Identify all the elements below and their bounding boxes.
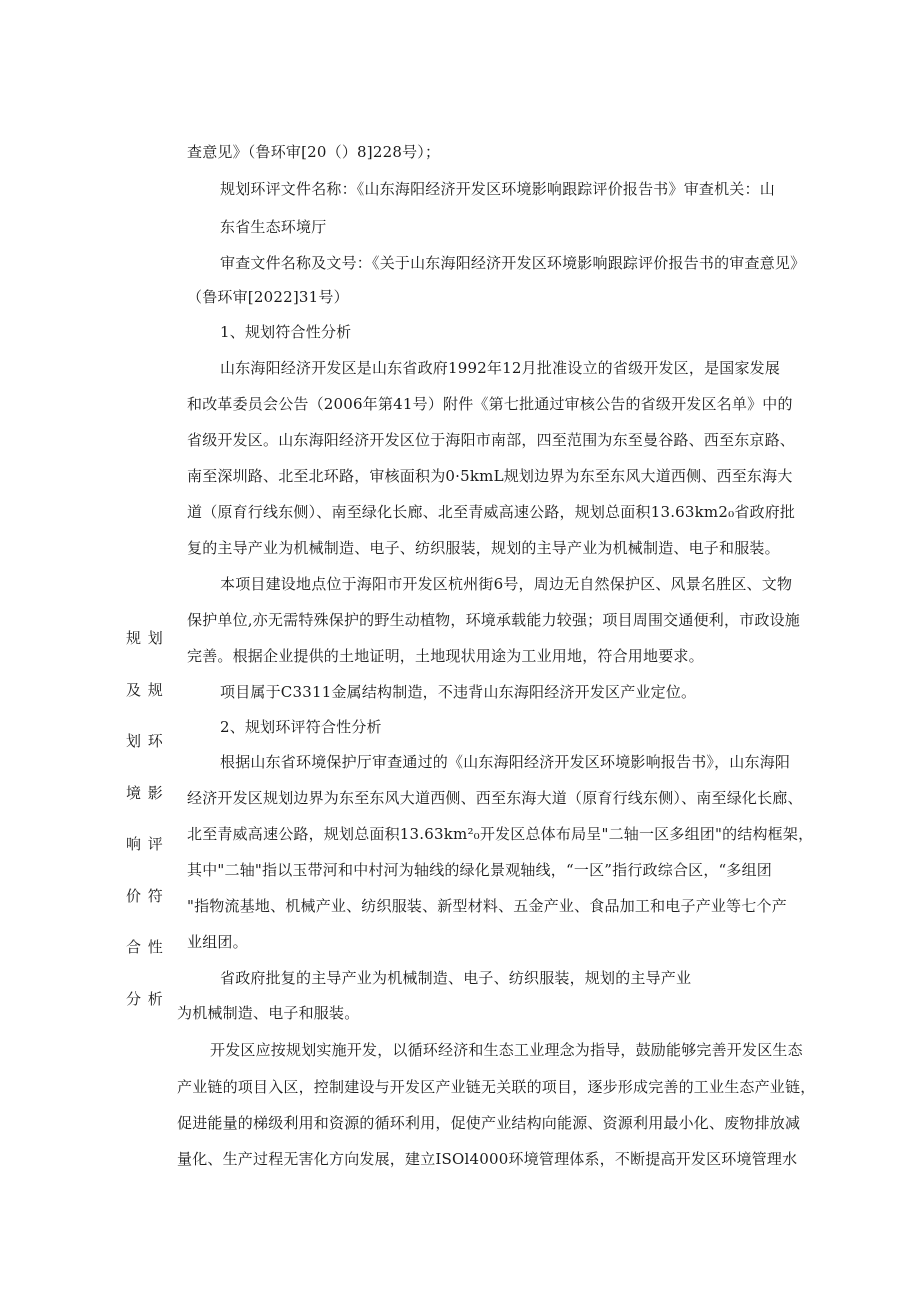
text-line: （鲁环审[2022]31号） [187, 288, 349, 306]
text-line: 根据山东省环境保护厅审查通过的《山东海阳经济开发区环境影响报告书》，山东海阳 [220, 753, 791, 771]
side-label-line: 境 影 [126, 783, 164, 802]
text-line: 为机械制造、电子和服装。 [177, 1004, 360, 1022]
text-line: 道（原育行线东侧）、南至绿化长廊、北至青威高速公路，规划总面积13.63km2₀省政府批 [187, 503, 796, 521]
text-line: 量化、生产过程无害化方向发展，建立ISOl4000环境管理体系，不断提高开发区环境管理水 [177, 1150, 798, 1168]
text-line: 业组团。 [187, 933, 248, 951]
text-line: 开发区应按规划实施开发，以循环经济和生态工业理念为指导，鼓励能够完善开发区生态 [210, 1041, 803, 1059]
text-line: 其中"二轴"指以玉带河和中村河为轴线的绿化景观轴线，“一区”指行政综合区，“多组团 [187, 861, 773, 879]
text-line: 完善。根据企业提供的土地证明，土地现状用途为工业用地，符合用地要求。 [187, 647, 704, 665]
text-line: 查意见》（鲁环审[20（）8]228号）； [187, 143, 441, 161]
text-line: 省政府批复的主导产业为机械制造、电子、纺织服装，规划的主导产业 [220, 969, 692, 987]
section-heading: 1、规划符合性分析 [220, 323, 352, 341]
text-line: 项目属于C3311金属结构制造，不违背山东海阳经济开发区产业定位。 [220, 683, 697, 701]
text-line: 规划环评文件名称：《山东海阳经济开发区环境影响跟踪评价报告书》审查机关：山 [220, 180, 775, 198]
text-line: 北至青威高速公路，规划总面积13.63km²₀开发区总体布局呈"二轴一区多组团"的结构框架， [187, 825, 814, 843]
side-label-line: 及 规 [126, 680, 164, 699]
text-line: 南至深圳路、北至北环路，审核面积为0·5kmL规划边界为东至东风大道西侧、西至东海大 [187, 467, 793, 485]
text-line: 产业链的项目入区，控制建设与开发区产业链无关联的项目，逐步形成完善的工业生态产业链， [177, 1078, 816, 1096]
text-line: 保护单位,亦无需特殊保护的野生动植物，环境承载能力较强；项目周围交通便利，市政设施 [187, 611, 800, 629]
side-label-line: 规 划 [126, 629, 164, 647]
text-line: 和改革委员会公告（2006年第41号）附件《第七批通过审核公告的省级开发区名单》中的 [187, 395, 793, 413]
side-label-line: 价 符 [126, 886, 164, 905]
text-line: 促进能量的梯级利用和资源的循环利用，促使产业结构向能源、资源利用最小化、废物排放减 [177, 1114, 801, 1132]
side-label-line: 响 评 [126, 835, 164, 853]
side-label [126, 596, 164, 1042]
side-label-line: 分 析 [126, 989, 164, 1008]
text-line: "指物流基地、机械产业、纺织服装、新型材料、五金产业、食品加工和电子产业等七个产 [187, 897, 787, 915]
text-line: 经济开发区规划边界为东至东风大道西侧、西至东海大道（原育行线东侧）、南至绿化长廊、 [187, 789, 803, 807]
text-line: 山东海阳经济开发区是山东省政府1992年12月批准设立的省级开发区，是国家发展 [220, 359, 781, 377]
text-line: 审查文件名称及文号：《关于山东海阳经济开发区环境影响跟踪评价报告书的审查意见》 [220, 254, 806, 272]
text-line: 东省生态环境厅 [220, 218, 327, 236]
side-label-line: 合 性 [126, 938, 164, 956]
side-label-line: 划 环 [126, 732, 164, 750]
text-line: 省级开发区。山东海阳经济开发区位于海阳市南部，四至范围为东至曼谷路、西至东京路、 [187, 431, 796, 449]
section-heading: 2、规划环评符合性分析 [220, 718, 382, 736]
text-line: 复的主导产业为机械制造、电子、纺织服装，规划的主导产业为机械制造、电子和服装。 [187, 539, 780, 557]
text-line: 本项目建设地点位于海阳市开发区杭州街6号，周边无自然保护区、风景名胜区、文物 [220, 575, 793, 593]
